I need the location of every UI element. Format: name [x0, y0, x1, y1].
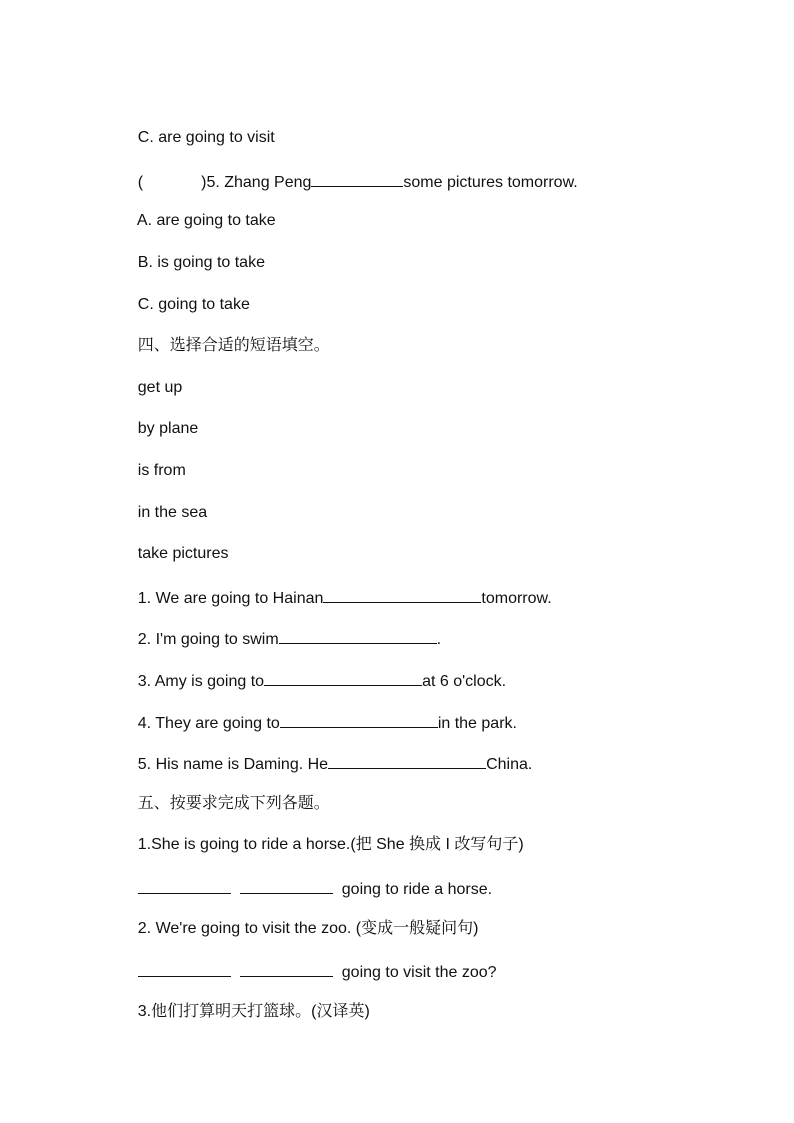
question-text-after: tomorrow. — [481, 590, 552, 607]
phrase-text: by plane — [137, 420, 199, 437]
question-text-after: China. — [486, 756, 533, 773]
answer-text: going to visit the zoo? — [341, 964, 497, 981]
fill-blank[interactable] — [328, 752, 486, 769]
phrase-text: in the sea — [137, 504, 208, 521]
section-heading: 四、选择合适的短语填空。 — [137, 337, 330, 354]
question-text: 4. They are going to — [137, 715, 280, 732]
question-text-after: in the park. — [437, 715, 517, 732]
fill-blank[interactable] — [323, 586, 481, 603]
fill-blank[interactable] — [264, 669, 422, 686]
answer-blank[interactable] — [138, 960, 231, 977]
question-text: 2. We're going to visit the zoo. (变成一般疑问句) — [137, 920, 479, 937]
q5-text-after: some pictures tomorrow. — [403, 174, 578, 191]
option-text: C. going to take — [137, 296, 250, 313]
question-text: 3.他们打算明天打篮球。(汉译英) — [137, 1003, 370, 1020]
fill-blank[interactable] — [279, 627, 437, 644]
phrase-text: get up — [137, 379, 183, 396]
fill-blank[interactable] — [280, 711, 438, 728]
answer-blank[interactable] — [240, 960, 333, 977]
question-text: 1. We are going to Hainan — [137, 590, 324, 607]
phrase-text: take pictures — [137, 545, 229, 562]
question-text: 3. Amy is going to — [137, 673, 265, 690]
answer-blank[interactable] — [138, 877, 231, 894]
phrase-text: is from — [137, 462, 186, 479]
q5-text: )5. Zhang Peng — [201, 174, 312, 191]
question-text: 1.She is going to ride a horse.(把 She 换成 I 改写句子) — [137, 836, 524, 853]
question-text-after: . — [436, 631, 442, 648]
option-text: A. are going to take — [136, 212, 276, 229]
section-heading: 五、按要求完成下列各题。 — [137, 795, 330, 812]
option-text: C. are going to visit — [137, 129, 275, 146]
question-text-after: at 6 o'clock. — [422, 673, 507, 690]
fill-blank[interactable] — [311, 170, 403, 187]
answer-text: going to ride a horse. — [341, 881, 493, 898]
question-text: 5. His name is Daming. He — [137, 756, 329, 773]
option-text: B. is going to take — [137, 254, 265, 271]
transform-question-3 — [120, 982, 370, 1042]
question-text: 2. I'm going to swim — [137, 631, 279, 648]
answer-blank[interactable] — [240, 877, 333, 894]
answer-paren-open: ( — [137, 174, 144, 191]
